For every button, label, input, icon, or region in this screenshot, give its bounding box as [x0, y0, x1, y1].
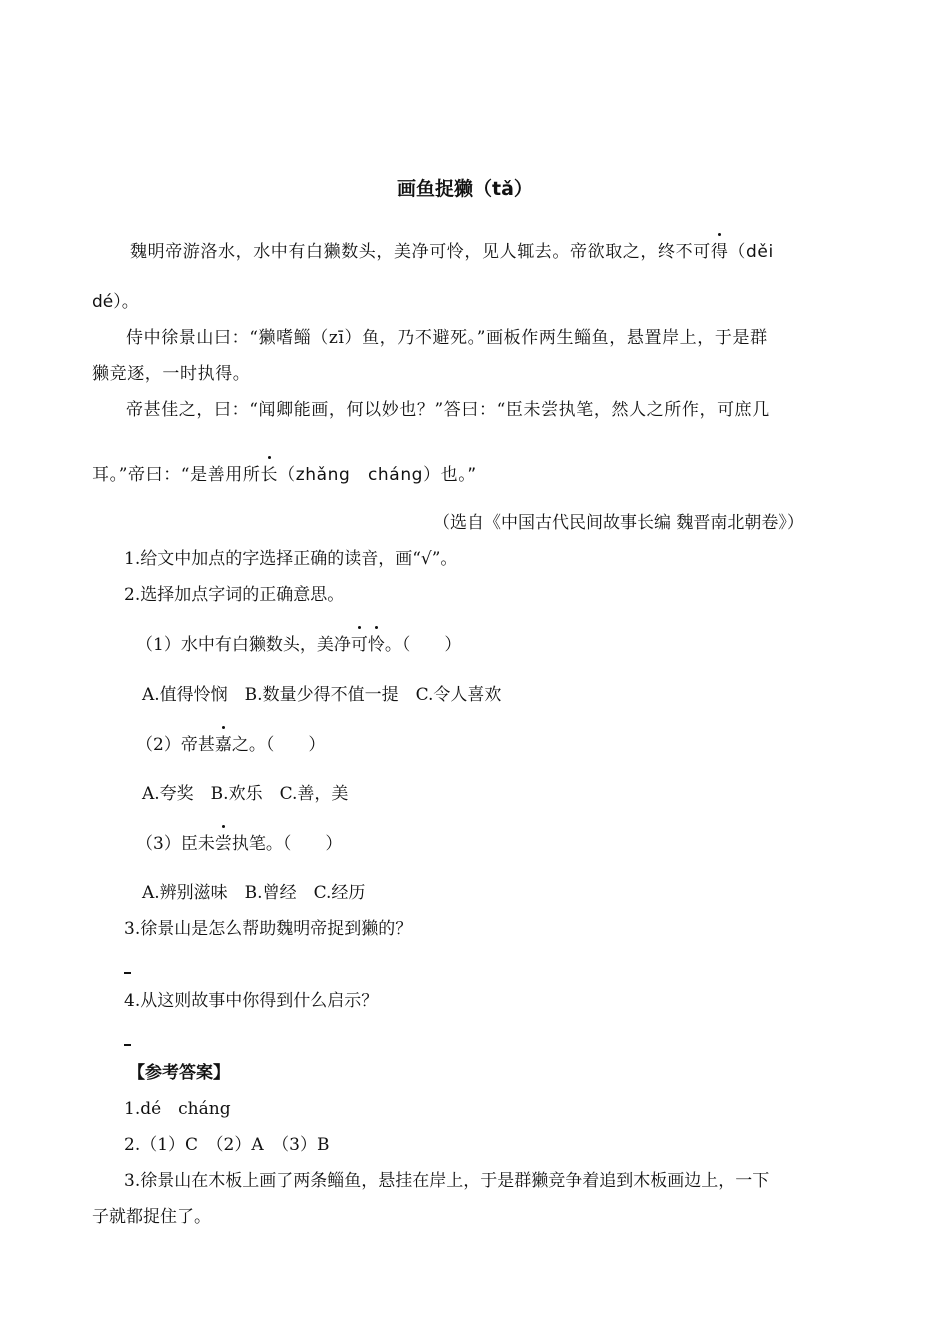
answer-blank: 。（ ） — [384, 635, 462, 655]
passage-text — [92, 463, 477, 487]
passage-text: 魏明帝游洛水，水中有白獭数头，美净可怜，见人辄去。帝欲取之，终不可 — [130, 242, 711, 262]
pinyin-option: （zhǎng cháng）也。” — [278, 465, 477, 485]
answer-2: 2.（1）C （2）A （3）B — [124, 1135, 330, 1155]
question-4: 4.从这则故事中你得到什么启示？ — [124, 991, 379, 1011]
question-text: （1）水中有白獭数头，美净 — [136, 635, 351, 655]
answer-3: 3.徐景山在木板上画了两条鲻鱼，悬挂在岸上，于是群獭竞争着追到木板画边上，一下 — [124, 1171, 770, 1191]
page-title: 画鱼捉獭（tǎ） — [397, 178, 533, 200]
sub-question-2-options: A.夸奖 B.欢乐 C.善，美 — [142, 784, 349, 804]
answer-line-mark — [124, 1044, 131, 1046]
question-1: 1.给文中加点的字选择正确的读音，画“√”。 — [124, 549, 458, 569]
sub-question-1 — [136, 633, 461, 657]
dotted-character: 怜 — [367, 635, 385, 655]
dotted-character: 嘉 — [214, 735, 232, 755]
dotted-character: 长 — [260, 465, 279, 485]
answers-heading: 【参考答案】 — [128, 1063, 230, 1083]
sub-question-3 — [136, 832, 342, 856]
dotted-character: 得 — [710, 242, 729, 262]
answer-1: 1.dé cháng — [124, 1099, 231, 1119]
question-text: （3）臣未 — [136, 834, 215, 854]
passage-paragraph-3: 帝甚佳之，曰：“闻卿能画，何以妙也？”答曰：“臣未尝执笔，然人之所作，可庶几 — [126, 400, 770, 420]
passage-paragraph-2: 侍中徐景山曰：“獭嗜鲻（zī）鱼，乃不避死。”画板作两生鲻鱼，悬置岸上，于是群 — [126, 328, 768, 348]
question-text: （2）帝甚 — [136, 735, 215, 755]
sub-question-3-options: A.辨别滋味 B.曾经 C.经历 — [142, 883, 366, 903]
question-3: 3.徐景山是怎么帮助魏明帝捉到獭的？ — [124, 919, 413, 939]
dotted-character: 可 — [350, 635, 368, 655]
answer-3-continued: 子就都捉住了。 — [92, 1207, 211, 1227]
passage-text: 獭竞逐，一时执得。 — [92, 364, 251, 384]
passage-paragraph-1 — [130, 240, 774, 264]
answer-blank: 之。（ ） — [231, 735, 326, 755]
answer-blank: 执笔。（ ） — [231, 834, 343, 854]
dotted-character: 尝 — [214, 834, 232, 854]
answer-line-mark — [124, 972, 131, 974]
pinyin-option: （děi — [728, 242, 774, 262]
sub-question-1-options: A.值得怜悯 B.数量少得不值一提 C.令人喜欢 — [142, 685, 502, 705]
question-2: 2.选择加点字词的正确意思。 — [124, 585, 345, 605]
passage-text: 耳。”帝曰：“是善用所 — [92, 465, 261, 485]
pinyin-option: dé）。 — [92, 292, 139, 312]
source-citation: （选自《中国古代民间故事长编 魏晋南北朝卷》） — [433, 513, 804, 533]
sub-question-2 — [136, 733, 325, 757]
